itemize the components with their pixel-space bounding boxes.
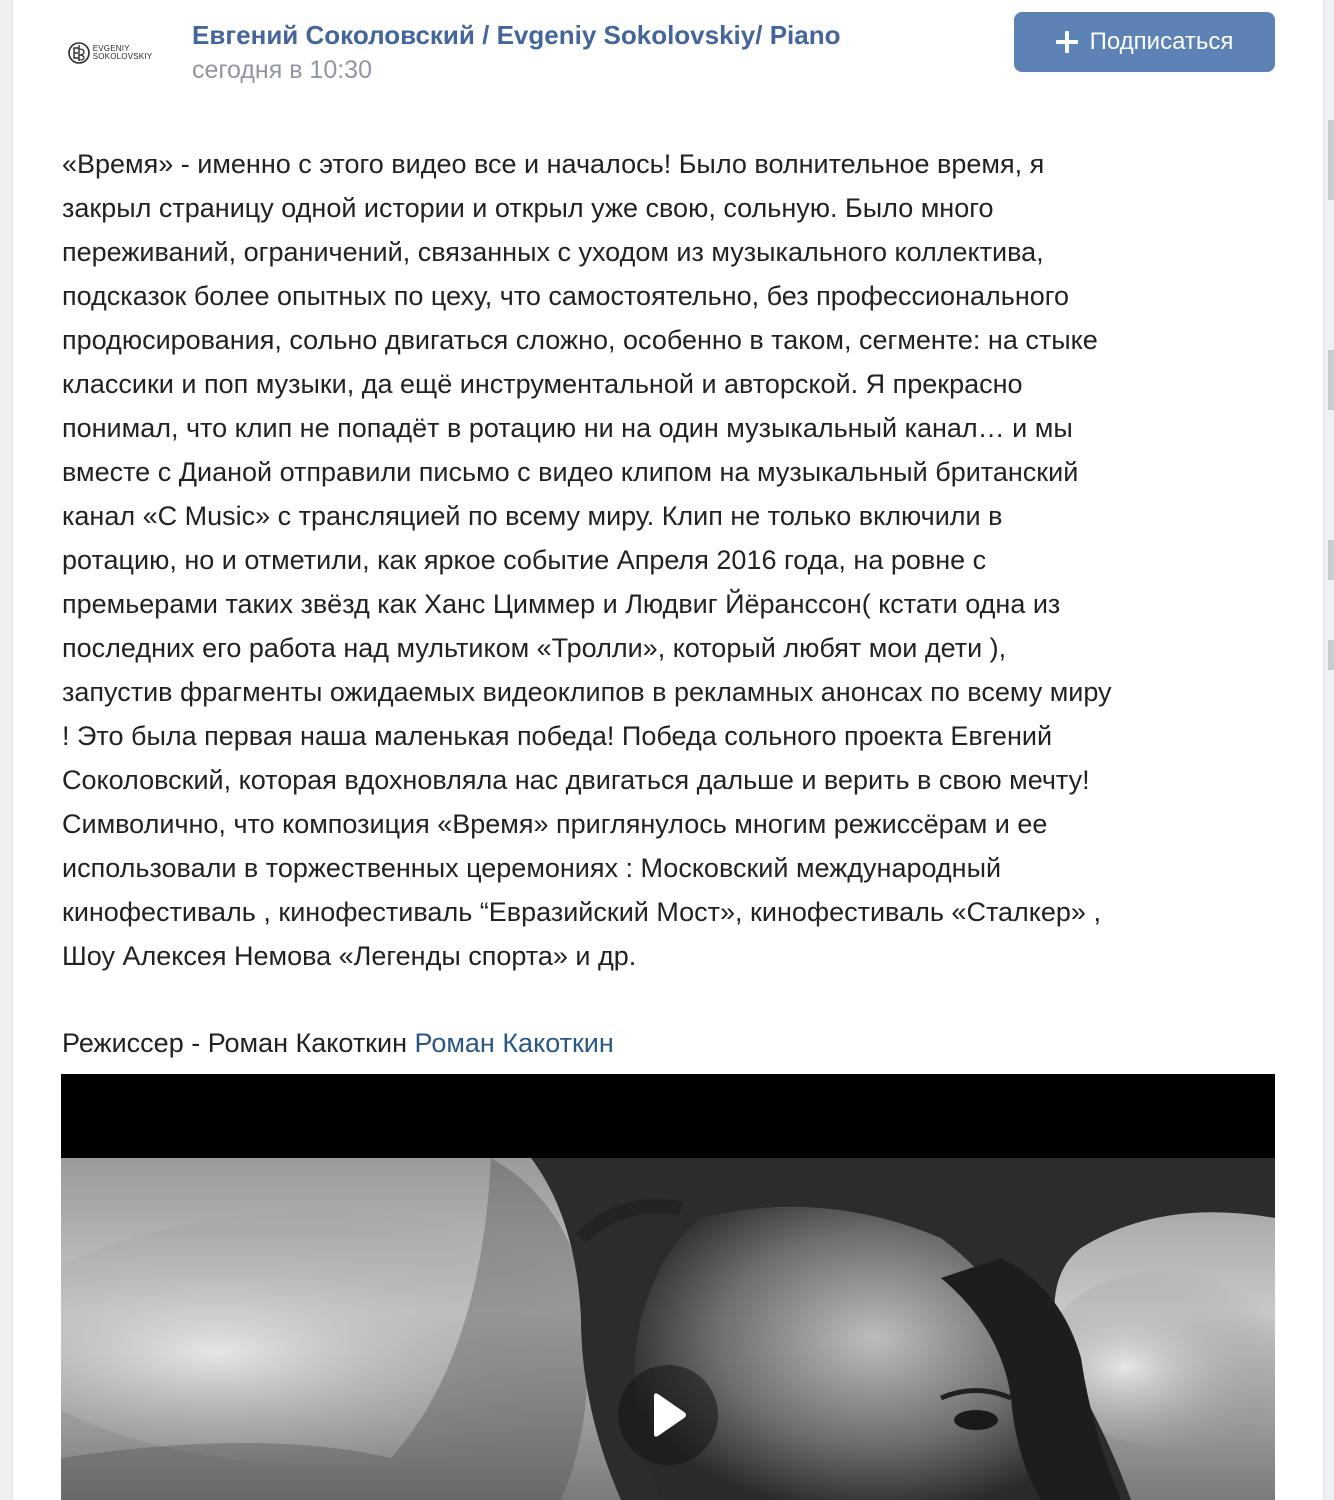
right-background-edge bbox=[1323, 0, 1334, 1500]
subscribe-button[interactable] bbox=[1014, 12, 1275, 72]
plus-icon bbox=[1056, 31, 1078, 53]
logo-mark-icon bbox=[68, 42, 90, 64]
play-button[interactable] bbox=[618, 1365, 718, 1465]
post-text: «Время» - именно с этого видео все и началось! Было волнительное время, я закрыл страницу одной истории и открыл уже свою, сольную. Было много переживаний, ограничений, связанных с уходом из музыкального коллектива, подсказок более опытных по цеху, что самостоятельно, без профессионального продюсирования, сольно двигаться сложно, особенно в таком, сегменте: на стыке классики и поп музыки, да ещё инструментальной и авторской. Я прекрасно понимал, что клип не попадёт в ротацию ни на один музыкальный канал… и мы вместе с Дианой отправили письмо с видео клипом на музыкальный британский канал «C Music» с трансляцией по всему миру. Клип не только включили в ротацию, но и отметили, как яркое событие Апреля 2016 года, на ровне с премьерами таких звёзд как Ханс Циммер и Людвиг Йёранссон( кстати одна из последних его работа над мультиком «Тролли», который любят мои дети ), запустив фрагменты ожидаемых видеоклипов в рекламных анонсах по всему миру ! Это была первая наша маленькая победа! Победа сольного проекта Евгений Соколовский, которая вдохновляла нас двигаться дальше и верить в свою мечту! Символично, что композиция «Время» приглянулось многим режиссёрам и ее использовали в торжественных церемониях : Московский международный кинофестиваль , кинофестиваль “Евразийский Мост», кинофестиваль «Сталкер» , Шоу Алексея Немова «Легенды спорта» и др. bbox=[62, 149, 1112, 971]
post-date[interactable]: сегодня в 10:30 bbox=[192, 56, 372, 84]
left-background-edge bbox=[0, 0, 13, 1500]
subscribe-button-label: Подписаться bbox=[1089, 28, 1234, 55]
author-avatar[interactable] bbox=[52, 10, 168, 96]
post-author-link[interactable]: Евгений Соколовский / Evgeniy Sokolovskiy/ Piano bbox=[192, 20, 841, 50]
director-link[interactable]: Роман Какоткин bbox=[414, 1028, 614, 1058]
logo-text: EVGENIY SOKOLOVSKIY bbox=[92, 44, 153, 61]
brand-logo bbox=[68, 42, 153, 64]
director-label: Режиссер - Роман Какоткин bbox=[62, 1028, 415, 1058]
director-credit bbox=[62, 1021, 614, 1065]
play-icon bbox=[648, 1392, 688, 1438]
